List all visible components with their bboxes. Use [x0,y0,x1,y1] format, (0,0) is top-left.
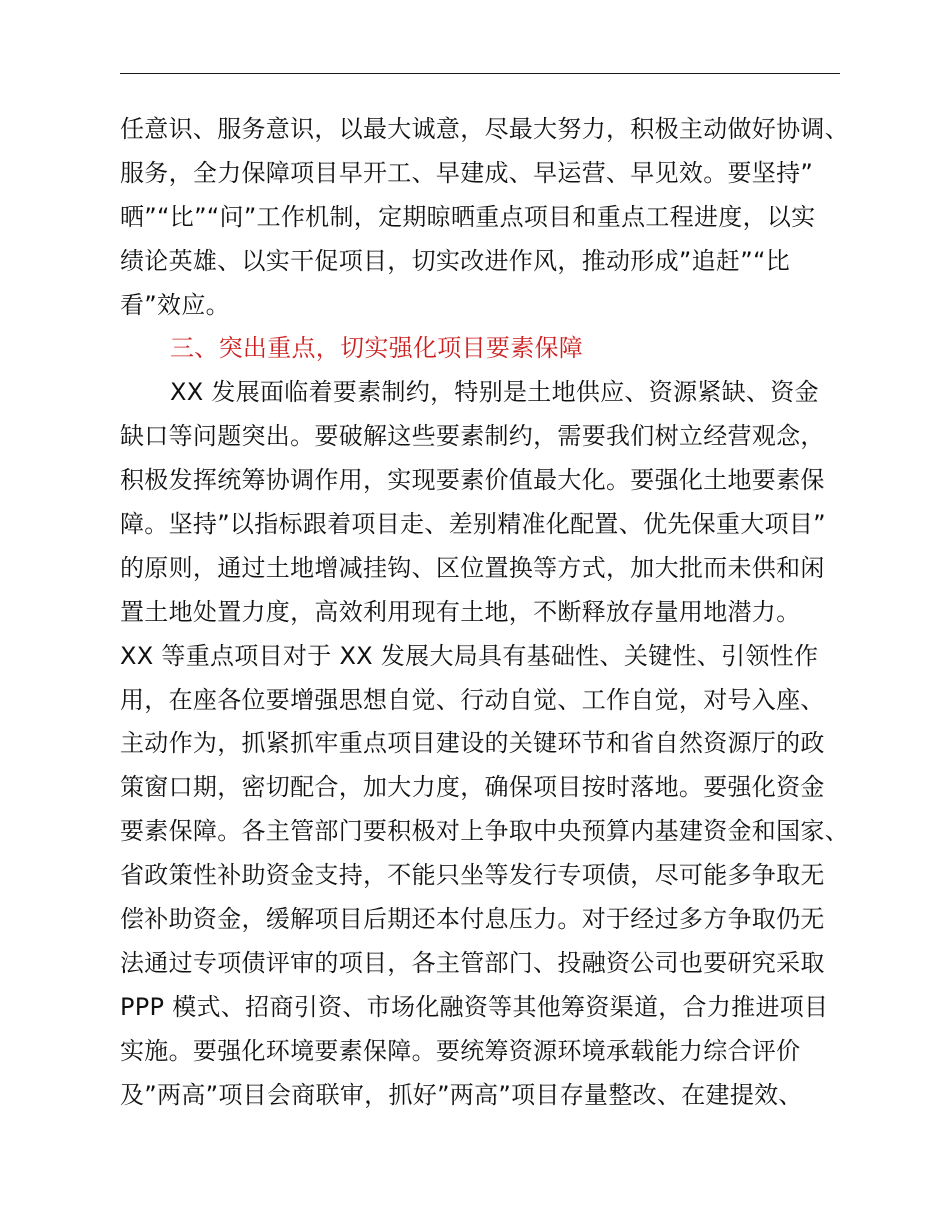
text-line: XX 等重点项目对于 XX 发展大局具有基础性、关键性、引领性作 [120,641,819,670]
text-line: 法通过专项债评审的项目，各主管部门、投融资公司也要研究采取 [120,948,825,977]
text-line: 的原则，通过土地增减挂钩、区位置换等方式，加大批而未供和闲 [120,553,825,582]
header-rule [120,73,840,74]
text-line: 缺口等问题突出。要破解这些要素制约，需要我们树立经营观念， [120,422,825,451]
text-line: 偿补助资金，缓解项目后期还本付息压力。对于经过多方争取仍无 [120,905,825,934]
text-line: 要素保障。各主管部门要积极对上争取中央预算内基建资金和国家、 [120,817,849,846]
text-line: 主动作为，抓紧抓牢重点项目建设的关键环节和省自然资源厅的政 [120,729,825,758]
text-line: 及”两高”项目会商联审，抓好”两高”项目存量整改、在建提效、 [120,1080,803,1109]
text-line: 用，在座各位要增强思想自觉、行动自觉、工作自觉，对号入座、 [120,685,825,714]
text-line: PPP 模式、招商引资、市场化融资等其他筹资渠道，合力推进项目 [120,992,829,1021]
text-line: 障。坚持”以指标跟着项目走、差别精准化配置、优先保重大项目” [120,510,826,539]
text-line: 看”效应。 [120,290,230,319]
paragraph-first-line: XX 发展面临着要素制约，特别是土地供应、资源紧缺、资金 [170,378,819,407]
text-line: 积极发挥统筹协调作用，实现要素价值最大化。要强化土地要素保 [120,466,825,495]
text-line: 置土地处置力度，高效利用现有土地，不断释放存量用地潜力。 [120,597,801,626]
text-line: 绩论英雄、以实干促项目，切实改进作风，推动形成”追赶”“比 [120,246,790,275]
section-heading: 三、突出重点，切实强化项目要素保障 [170,334,584,363]
text-line: 服务，全力保障项目早开工、早建成、早运营、早见效。要坚持” [120,158,814,187]
text-line: 实施。要强化环境要素保障。要统筹资源环境承载能力综合评价 [120,1036,801,1065]
text-line: 策窗口期，密切配合，加大力度，确保项目按时落地。要强化资金 [120,773,825,802]
text-line: 省政策性补助资金支持，不能只坐等发行专项债，尽可能多争取无 [120,861,825,890]
text-line: 晒”“比”“问”工作机制，定期晾晒重点项目和重点工程进度，以实 [120,202,816,231]
text-line: 任意识、服务意识，以最大诚意，尽最大努力，积极主动做好协调、 [120,115,849,143]
document-body [120,108,850,1117]
